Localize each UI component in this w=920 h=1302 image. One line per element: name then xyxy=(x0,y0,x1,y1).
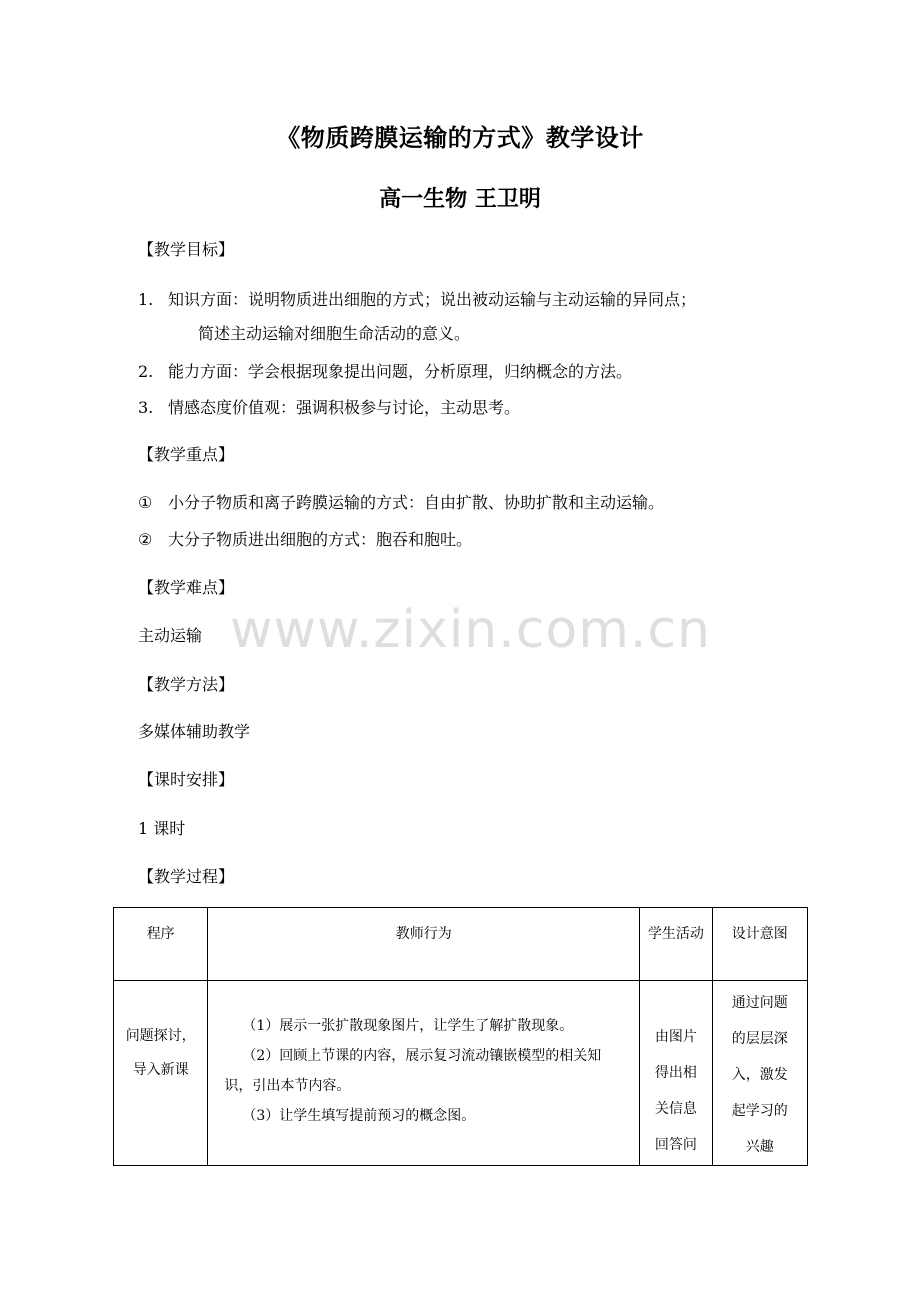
table-header-row xyxy=(114,908,808,981)
cell-student xyxy=(640,981,712,1166)
intent-line: 通过问题 xyxy=(731,995,788,1011)
cell-teacher xyxy=(208,981,640,1166)
goals-header: 【教学目标】 xyxy=(138,240,235,259)
key-point-text: 小分子物质和离子跨膜运输的方式：自由扩散、协助扩散和主动运输。 xyxy=(168,493,665,512)
method-text: 多媒体辅助教学 xyxy=(138,722,251,741)
key-points-header: 【教学重点】 xyxy=(138,445,235,464)
key-point-marker: ① xyxy=(138,493,153,512)
goal-item-1 xyxy=(138,290,696,310)
student-line: 由图片 xyxy=(654,1029,697,1045)
goal-item-2 xyxy=(138,362,632,382)
header-cell-student xyxy=(640,908,712,981)
student-line: 得出相 xyxy=(654,1065,697,1081)
header-teacher-label: 教师行为 xyxy=(395,926,452,942)
header-program-label: 程序 xyxy=(146,926,175,942)
schedule-text: 1 课时 xyxy=(138,819,186,838)
teacher-step: （1）展示一张扩散现象图片，让学生了解扩散现象。 xyxy=(242,1018,574,1034)
intent-line: 起学习的 xyxy=(731,1103,788,1119)
difficulty-header: 【教学难点】 xyxy=(138,578,235,597)
cell-program xyxy=(114,981,208,1166)
program-line: 导入新课 xyxy=(132,1062,189,1078)
header-cell-program xyxy=(114,908,208,981)
goal-number: 2. xyxy=(138,362,154,381)
key-point-2 xyxy=(138,530,472,550)
cell-intent xyxy=(712,981,807,1166)
difficulty-text: 主动运输 xyxy=(138,626,203,645)
student-line: 关信息 xyxy=(654,1101,697,1117)
method-header: 【教学方法】 xyxy=(138,675,235,694)
teacher-step: （3）让学生填写提前预习的概念图。 xyxy=(242,1108,476,1124)
key-point-text: 大分子物质进出细胞的方式：胞吞和胞吐。 xyxy=(168,530,473,549)
key-point-marker: ② xyxy=(138,530,153,549)
student-line: 回答问 xyxy=(654,1137,697,1153)
intent-line: 入，激发 xyxy=(731,1067,788,1083)
document-subtitle: 高一生物 王卫明 xyxy=(379,186,541,212)
goal-text: 能力方面：学会根据现象提出问题，分析原理，归纳概念的方法。 xyxy=(168,362,633,381)
teacher-step: （2）回顾上节课的内容，展示复习流动镶嵌模型的相关知识，引出本节内容。 xyxy=(224,1048,602,1094)
header-cell-intent xyxy=(712,908,807,981)
program-line: 问题探讨， xyxy=(125,1028,196,1044)
table-row xyxy=(114,981,808,1166)
document-title: 《物质跨膜运输的方式》教学设计 xyxy=(276,123,644,152)
key-point-1 xyxy=(138,493,664,513)
intent-line: 的层层深 xyxy=(731,1031,788,1047)
watermark: www.zixin.com.cn xyxy=(230,600,711,660)
schedule-header: 【课时安排】 xyxy=(138,770,235,789)
goal-text: 情感态度价值观：强调积极参与讨论，主动思考。 xyxy=(168,398,521,417)
goal-item-1-continued: 简述主动运输对细胞生命活动的意义。 xyxy=(198,324,471,343)
header-student-label: 学生活动 xyxy=(647,926,704,942)
teaching-process-table xyxy=(113,907,808,1166)
goal-item-3 xyxy=(138,398,520,418)
process-header: 【教学过程】 xyxy=(138,867,235,886)
header-cell-teacher xyxy=(208,908,640,981)
header-intent-label: 设计意图 xyxy=(731,926,788,942)
intent-line: 兴趣 xyxy=(745,1139,774,1155)
goal-number: 1. xyxy=(138,290,154,309)
goal-number: 3. xyxy=(138,398,154,417)
goal-text: 知识方面：说明物质进出细胞的方式；说出被动运输与主动运输的异同点； xyxy=(168,290,697,309)
